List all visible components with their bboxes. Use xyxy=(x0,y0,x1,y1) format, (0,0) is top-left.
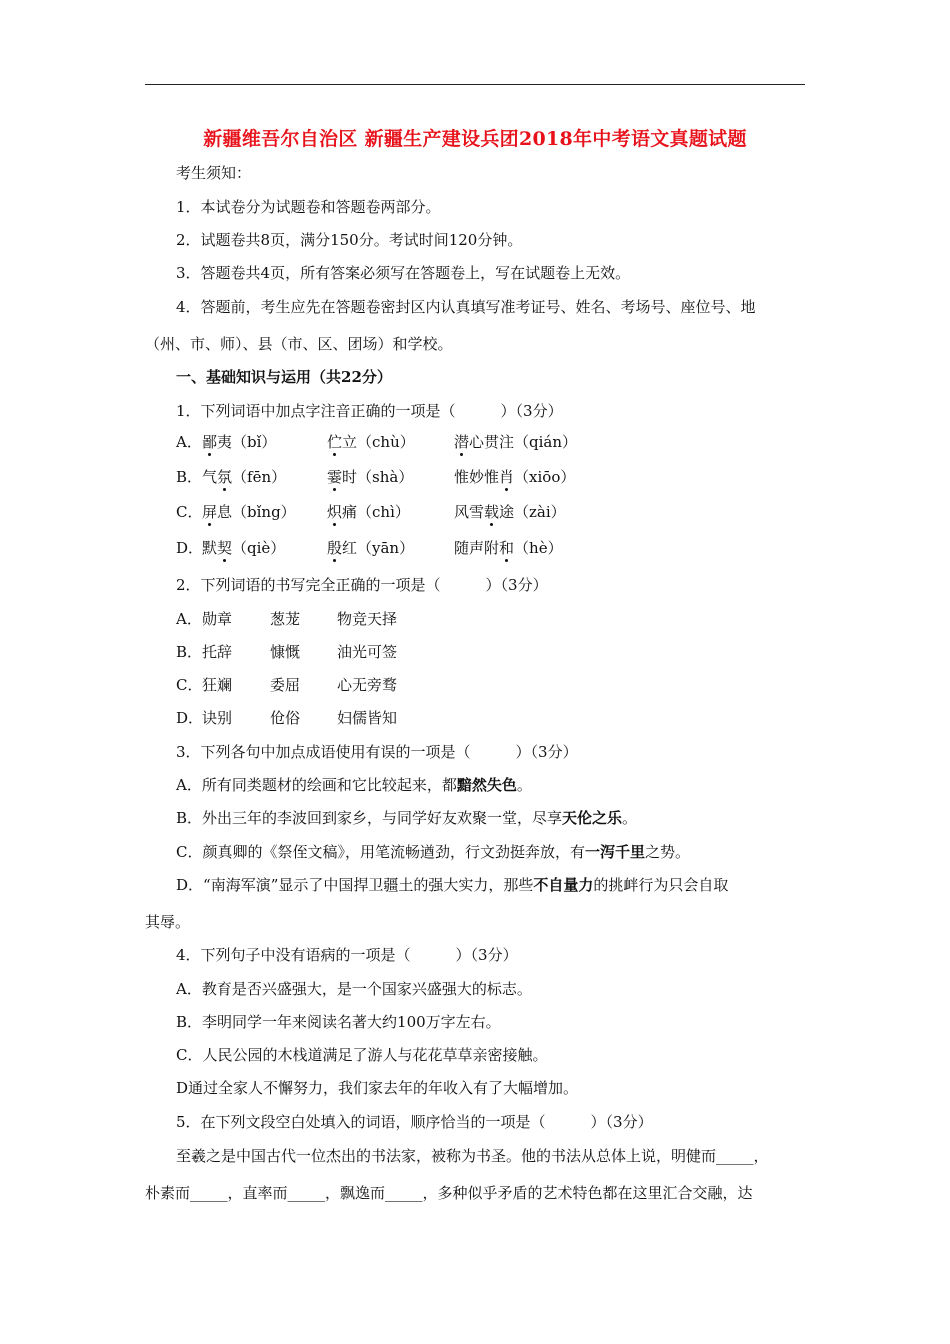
q5-passage-line-2: 朴素而_____，直率而_____，飘逸而_____，多种似乎矛盾的艺术特色都在这里汇合交融，达 xyxy=(145,1184,753,1202)
word-2: 葱茏 xyxy=(270,610,301,628)
q4-option-a: A．教育是否兴盛强大，是一个国家兴盛强大的标志。 xyxy=(176,980,532,998)
q2-stem: 2．下列词语的书写完全正确的一项是（ ）（3分） xyxy=(176,576,548,594)
q4-option-d: D通过全家人不懈努力，我们家去年的年收入有了大幅增加。 xyxy=(176,1079,579,1097)
option-label: A． xyxy=(176,610,202,628)
notice-heading: 考生须知： xyxy=(176,164,252,182)
word-2: 委屈 xyxy=(270,676,301,694)
word-1: 勋章 xyxy=(202,610,233,628)
word-2: 殷红（yān） xyxy=(327,539,415,557)
option-label: B． xyxy=(176,643,203,661)
word-2: 炽痛（chì） xyxy=(327,503,410,521)
notice-item-1: 1．本试卷分为试题卷和答题卷两部分。 xyxy=(176,198,441,216)
word-2: 慷慨 xyxy=(270,643,301,661)
word-1: 托辞 xyxy=(202,643,233,661)
word-3: 随声附和（hè） xyxy=(454,539,563,557)
word-3: 风雪载途（zài） xyxy=(454,503,566,521)
notice-item-2: 2．试题卷共8页，满分150分。考试时间120分钟。 xyxy=(176,231,523,249)
notice-item-4-cont: （州、市、师）、县（市、区、团场）和学校。 xyxy=(145,335,453,353)
word-3: 油光可签 xyxy=(337,643,398,661)
q3-stem: 3．下列各句中加点成语使用有误的一项是（ ）（3分） xyxy=(176,743,578,761)
word-3: 妇儒皆知 xyxy=(337,709,398,727)
page-title: 新疆维吾尔自治区 新疆生产建设兵团2018年中考语文真题试题 xyxy=(203,128,747,150)
q4-option-b: B．李明同学一年来阅读名著大约100万字左右。 xyxy=(176,1013,501,1031)
idiom: 不自量力 xyxy=(533,876,594,894)
word-3: 潜心贯注（qián） xyxy=(454,433,578,451)
word-1: 默契（qiè） xyxy=(202,539,286,557)
q3-option-a: A．所有同类题材的绘画和它比较起来，都黯然失色。 xyxy=(176,776,532,794)
section-heading: 一、基础知识与运用（共22分） xyxy=(176,368,392,386)
word-1: 狂斓 xyxy=(202,676,233,694)
q3-option-d: D．“南海军演”显示了中国捍卫疆土的强大实力，那些不自量力的挑衅行为只会自取 xyxy=(176,876,729,894)
option-label: C． xyxy=(176,676,203,694)
word-2: 霎时（shà） xyxy=(327,468,414,486)
q4-option-c: C．人民公园的木栈道满足了游人与花花草草亲密接触。 xyxy=(176,1046,548,1064)
q4-stem: 4．下列句子中没有语病的一项是（ ）（3分） xyxy=(176,946,518,964)
q5-stem: 5．在下列文段空白处填入的词语，顺序恰当的一项是（ ）（3分） xyxy=(176,1113,653,1131)
word-3: 心无旁骛 xyxy=(337,676,398,694)
header-rule xyxy=(145,84,805,85)
option-label: B． xyxy=(176,468,203,486)
option-label: D． xyxy=(176,709,204,727)
idiom: 天伦之乐 xyxy=(562,809,623,827)
option-label: C． xyxy=(176,503,203,521)
q3-option-d-cont: 其辱。 xyxy=(145,913,191,931)
option-label: D． xyxy=(176,539,204,557)
word-1: 屏息（bǐng） xyxy=(202,503,296,521)
word-2: 伫立（chù） xyxy=(327,433,415,451)
word-1: 气氛（fēn） xyxy=(202,468,287,486)
q5-passage-line-1: 至羲之是中国古代一位杰出的书法家，被称为书圣。他的书法从总体上说，明健而_____， xyxy=(176,1147,769,1165)
word-1: 鄙夷（bǐ） xyxy=(202,433,277,451)
option-label: A． xyxy=(176,433,202,451)
idiom: 一泻千里 xyxy=(584,843,645,861)
notice-item-3: 3．答题卷共4页，所有答案必须写在答题卷上，写在试题卷上无效。 xyxy=(176,264,631,282)
q3-option-c: C．颜真卿的《祭侄文稿》，用笔流畅遒劲，行文劲挺奔放，有一泻千里之势。 xyxy=(176,843,691,861)
word-3: 物竞天择 xyxy=(337,610,398,628)
idiom: 黯然失色 xyxy=(456,776,517,794)
q1-stem: 1．下列词语中加点字注音正确的一项是（ ）（3分） xyxy=(176,402,563,420)
q3-option-b: B．外出三年的李波回到家乡，与同学好友欢聚一堂，尽享天伦之乐。 xyxy=(176,809,638,827)
word-3: 惟妙惟肖（xiōo） xyxy=(454,468,576,486)
word-1: 诀别 xyxy=(202,709,233,727)
notice-item-4: 4．答题前，考生应先在答题卷密封区内认真填写准考证号、姓名、考场号、座位号、地 xyxy=(176,298,756,316)
word-2: 伧俗 xyxy=(270,709,301,727)
